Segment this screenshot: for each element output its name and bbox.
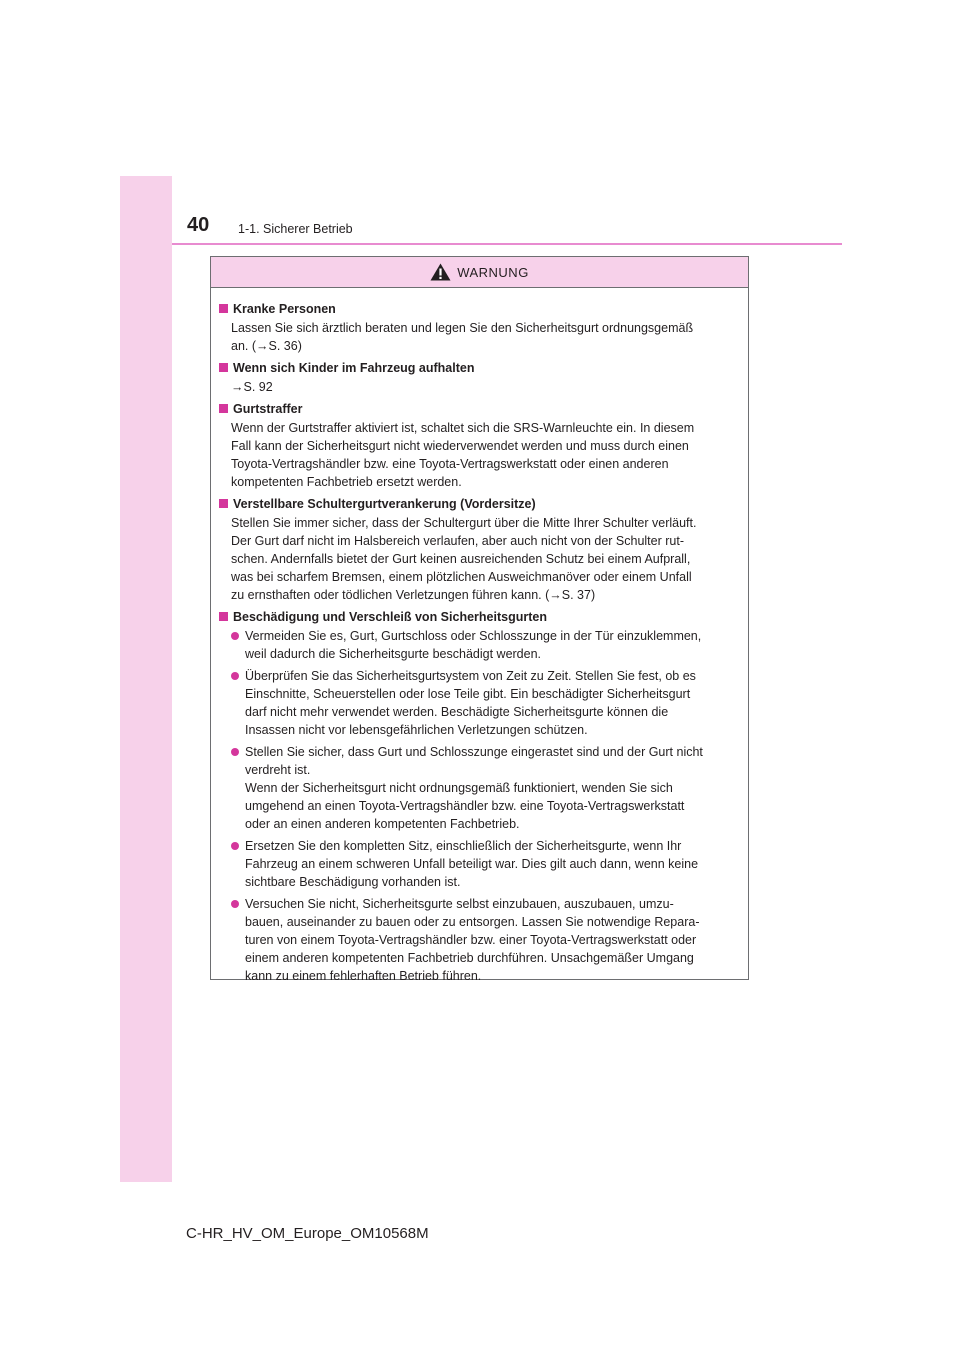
text-line: was bei scharfem Bremsen, einem plötzlichen Ausweichmanöver oder einem Unfall [231, 570, 692, 584]
square-bullet-icon [219, 404, 228, 413]
round-bullet-icon [231, 632, 239, 640]
text-line: →S. 92 [231, 380, 273, 394]
bullet-text [245, 837, 742, 891]
round-bullet-icon [231, 748, 239, 756]
text-line: einem anderen kompetenten Fachbetrieb durchführen. Unsachgemäßer Umgang [245, 951, 694, 965]
text-line: Stellen Sie sicher, dass Gurt und Schlosszunge eingerastet sind und der Gurt nicht [245, 745, 703, 759]
item-heading-text: Kranke Personen [233, 302, 336, 316]
text-line: Versuchen Sie nicht, Sicherheitsgurte selbst einzubauen, auszubauen, umzu- [245, 897, 674, 911]
text-line: Der Gurt darf nicht im Halsbereich verlaufen, aber auch nicht von der Schulter rut- [231, 534, 684, 548]
text-line: Wenn der Gurtstraffer aktiviert ist, schaltet sich die SRS-Warnleuchte ein. In diesem [231, 421, 695, 435]
bullet-text [245, 627, 742, 663]
text-line: weil dadurch die Sicherheitsgurte beschädigt werden. [245, 647, 542, 661]
bullet-text [245, 895, 742, 985]
item-heading [219, 608, 742, 626]
text-line: umgehend an einen Toyota-Vertragshändler bzw. eine Toyota-Vertragswerkstatt [245, 799, 685, 813]
bullet-item [231, 895, 742, 985]
text-line: Fahrzeug an einem schweren Unfall beteiligt war. Dies gilt auch dann, wenn keine [245, 857, 699, 871]
text-line: Lassen Sie sich ärztlich beraten und legen Sie den Sicherheitsgurt ordnungsgemäß [231, 321, 694, 335]
item-paragraph [231, 514, 742, 604]
round-bullet-icon [231, 842, 239, 850]
warning-body [219, 300, 742, 989]
item-heading [219, 400, 742, 418]
text-line: Vermeiden Sie es, Gurt, Gurtschloss oder Schlosszunge in der Tür einzuklemmen, [245, 629, 702, 643]
item-heading-text: Gurtstraffer [233, 402, 303, 416]
text-line: Wenn der Sicherheitsgurt nicht ordnungsgemäß funktioniert, wenden Sie sich [245, 781, 673, 795]
text-line: an. (→S. 36) [231, 339, 302, 353]
text-line: Einschnitte, Scheuerstellen oder lose Teile gibt. Ein beschädigter Sicherheitsgurt [245, 687, 691, 701]
bullet-item [231, 743, 742, 833]
item-heading [219, 300, 742, 318]
warning-triangle-icon [430, 263, 451, 281]
item-paragraph [231, 419, 742, 491]
text-line: turen von einem Toyota-Vertragshändler bzw. einer Toyota-Vertragswerkstatt oder [245, 933, 697, 947]
item-heading [219, 359, 742, 377]
text-line: sichtbare Beschädigung vorhanden ist. [245, 875, 461, 889]
warning-item [219, 400, 742, 491]
bullet-text [245, 667, 742, 739]
square-bullet-icon [219, 612, 228, 621]
text-line: Toyota-Vertragshändler bzw. eine Toyota-Vertragswerkstatt oder einen anderen [231, 457, 669, 471]
round-bullet-icon [231, 672, 239, 680]
header-rule [172, 243, 842, 245]
item-heading [219, 495, 742, 513]
text-line: Fall kann der Sicherheitsgurt nicht wiederverwendet werden und muss durch einen [231, 439, 689, 453]
document-id: C-HR_HV_OM_Europe_OM10568M [186, 1225, 429, 1242]
item-heading-text: Wenn sich Kinder im Fahrzeug aufhalten [233, 361, 475, 375]
side-color-band [120, 176, 172, 1182]
round-bullet-icon [231, 900, 239, 908]
warning-item [219, 608, 742, 985]
square-bullet-icon [219, 304, 228, 313]
warning-header [211, 257, 748, 288]
text-line: Ersetzen Sie den kompletten Sitz, einschließlich der Sicherheitsgurte, wenn Ihr [245, 839, 682, 853]
text-line: kann zu einem fehlerhaften Betrieb führen. [245, 969, 482, 983]
section-title: 1-1. Sicherer Betrieb [238, 222, 353, 236]
item-paragraph [231, 378, 742, 396]
text-line: oder an einen anderen kompetenten Fachbetrieb. [245, 817, 520, 831]
bullet-text [245, 743, 742, 833]
warning-item [219, 300, 742, 355]
text-line: Insassen nicht vor lebensgefährlichen Verletzungen schützen. [245, 723, 588, 737]
text-line: kompetenten Fachbetrieb ersetzt werden. [231, 475, 462, 489]
bullet-item [231, 667, 742, 739]
text-line: verdreht ist. [245, 763, 311, 777]
text-line: schen. Andernfalls bietet der Gurt keinen ausreichenden Schutz bei einem Aufprall, [231, 552, 691, 566]
square-bullet-icon [219, 499, 228, 508]
bullet-item [231, 837, 742, 891]
bullet-item [231, 627, 742, 663]
text-line: darf nicht mehr verwendet werden. Beschädigte Sicherheitsgurte können die [245, 705, 669, 719]
item-heading-text: Verstellbare Schultergurtverankerung (Vordersitze) [233, 497, 536, 511]
warning-box [210, 256, 749, 983]
text-line: zu ernsthaften oder tödlichen Verletzungen führen kann. (→S. 37) [231, 588, 596, 602]
warning-item [219, 359, 742, 396]
square-bullet-icon [219, 363, 228, 372]
warning-item [219, 495, 742, 604]
text-line: Überprüfen Sie das Sicherheitsgurtsystem von Zeit zu Zeit. Stellen Sie fest, ob es [245, 669, 696, 683]
text-line: Stellen Sie immer sicher, dass der Schultergurt über die Mitte Ihrer Schulter verläuft. [231, 516, 697, 530]
warning-title: WARNUNG [457, 264, 529, 280]
text-line: bauen, auseinander zu bauen oder zu entsorgen. Lassen Sie notwendige Repara- [245, 915, 700, 929]
item-heading-text: Beschädigung und Verschleiß von Sicherheitsgurten [233, 610, 547, 624]
page-number: 40 [187, 214, 210, 236]
item-paragraph [231, 319, 742, 355]
